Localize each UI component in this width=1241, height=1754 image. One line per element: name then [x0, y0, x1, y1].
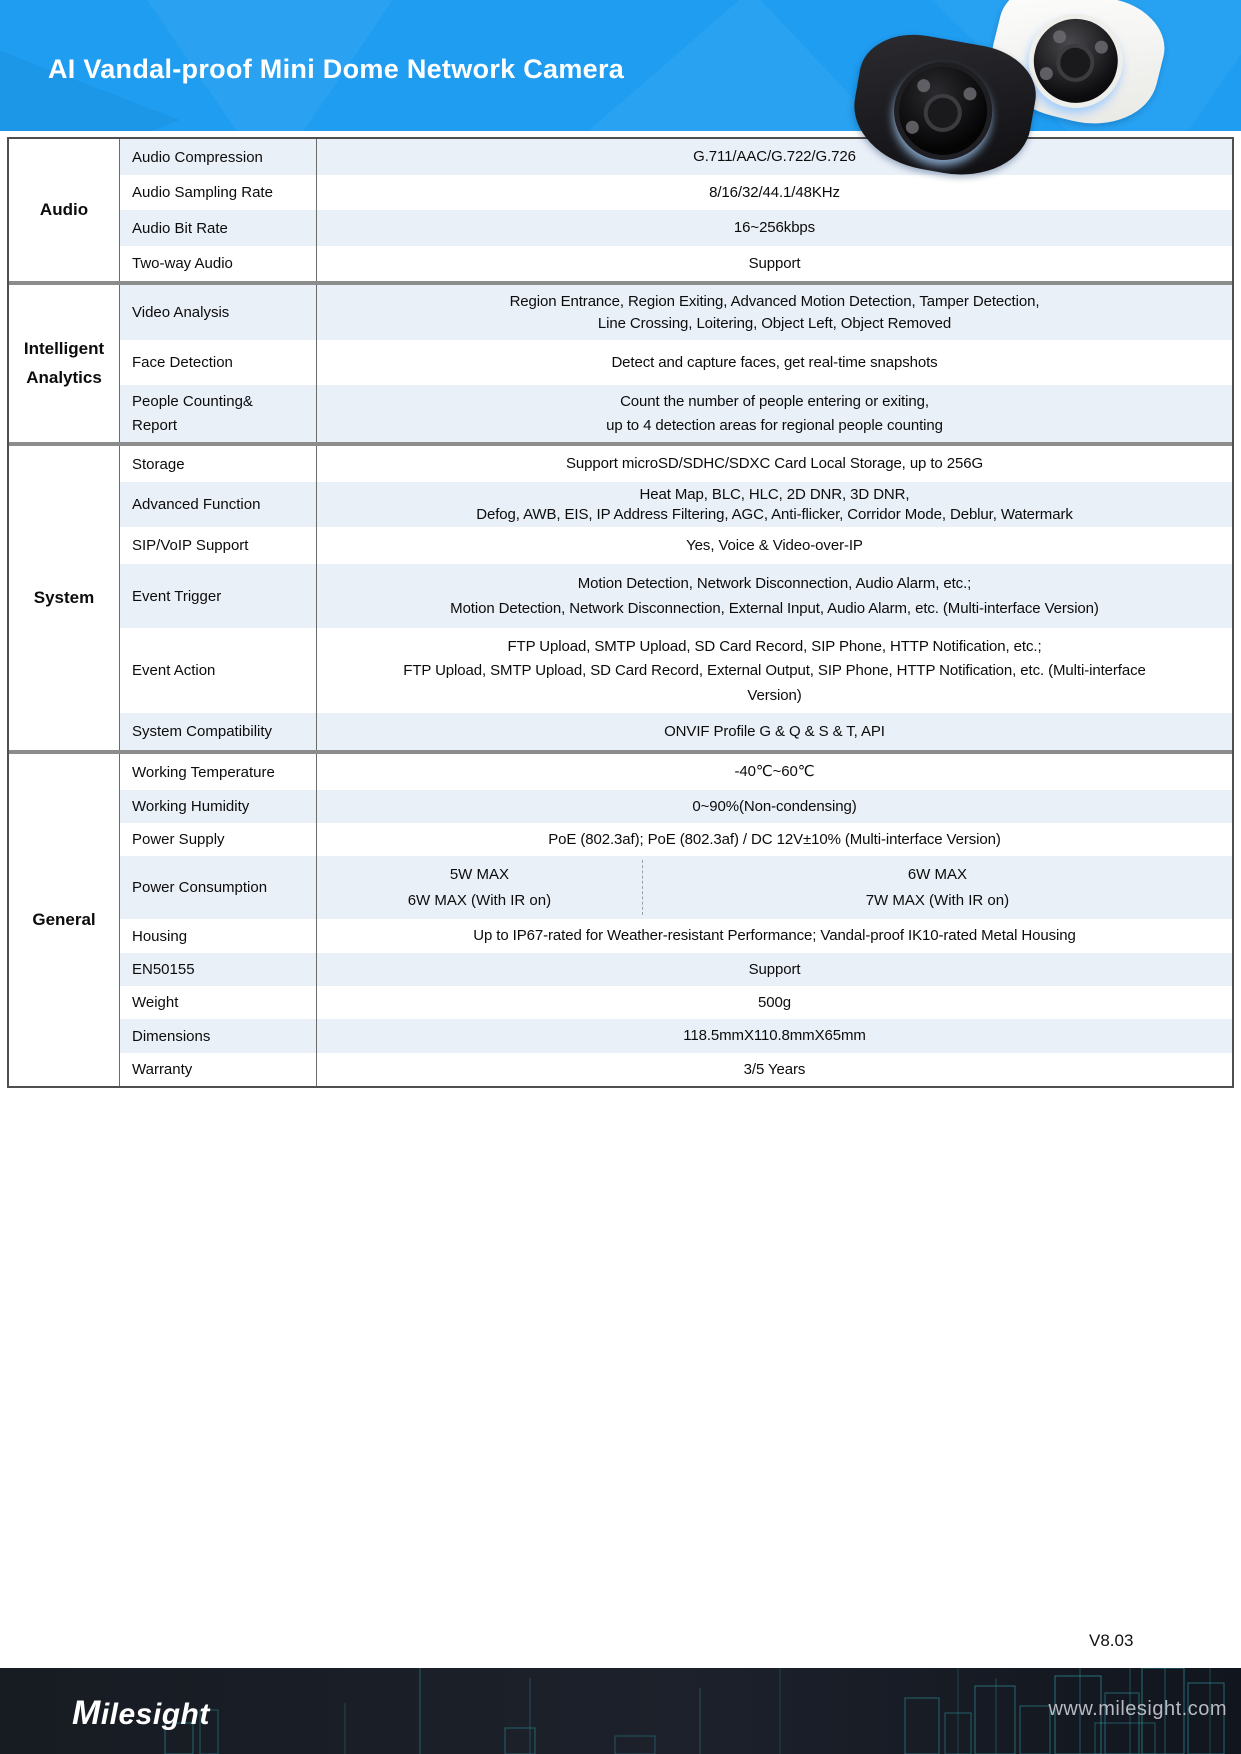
website-url: www.milesight.com: [1048, 1698, 1227, 1720]
table-row: [120, 385, 1232, 442]
spec-name: Audio Compression: [120, 139, 317, 175]
table-row: [120, 953, 1232, 986]
table-row: [120, 628, 1232, 713]
table-row: [120, 446, 1232, 482]
spec-name: Advanced Function: [120, 482, 317, 527]
ir-led: [1052, 29, 1068, 45]
spec-name: EN50155: [120, 953, 317, 986]
table-row: [120, 823, 1232, 856]
section-general: [9, 750, 1232, 1086]
spec-name: Weight: [120, 986, 317, 1019]
section-label: General: [9, 754, 120, 1086]
spec-name: Power Supply: [120, 823, 317, 856]
spec-value: Count the number of people entering or exiting, up to 4 detection areas for regional people counting: [606, 393, 943, 434]
spec-value: Up to IP67-rated for Weather-resistant Performance; Vandal-proof IK10-rated Metal Housing: [473, 927, 1076, 945]
spec-value: ONVIF Profile G & Q & S & T, API: [664, 722, 885, 740]
spec-value: -40℃~60℃: [734, 763, 815, 781]
table-row: [120, 754, 1232, 790]
page-title: AI Vandal-proof Mini Dome Network Camera: [48, 54, 625, 84]
camera-lens: [921, 91, 965, 135]
footer-bar: [0, 1668, 1241, 1754]
ir-led: [916, 78, 931, 93]
power-consumption-cell: [317, 856, 1232, 919]
spec-name: Two-way Audio: [120, 246, 317, 281]
table-row: [120, 919, 1232, 953]
product-photo-cameras: [849, 0, 1179, 165]
table-row: [120, 856, 1232, 919]
camera-lens: [1052, 40, 1098, 86]
spec-name: Housing: [120, 919, 317, 953]
spec-name: Event Trigger: [120, 564, 317, 628]
power-consumption-multi-interface: 6W MAX 7W MAX (With IR on): [865, 865, 1010, 910]
spec-table: [7, 137, 1234, 1088]
camera-dome: [886, 54, 1000, 168]
spec-value: FTP Upload, SMTP Upload, SD Card Record, SIP Phone, HTTP Notification, etc.; FTP Upload, SMTP Upload, SD Card Record, External Output, SIP Phone, HTTP Notification, etc. (Multi-interface Version): [403, 637, 1146, 704]
spec-name: Storage: [120, 446, 317, 482]
spec-name: Working Humidity: [120, 790, 317, 823]
spec-name: Power Consumption: [120, 856, 317, 919]
table-row: [120, 527, 1232, 564]
version-label: V8.03: [1089, 1631, 1134, 1650]
table-row: [120, 340, 1232, 385]
spec-value: 0~90%(Non-condensing): [692, 797, 857, 815]
spec-value: Heat Map, BLC, HLC, 2D DNR, 3D DNR, Defog, AWB, EIS, IP Address Filtering, AGC, Anti-flicker, Corridor Mode, Deblur, Watermark: [476, 486, 1073, 523]
spec-value: Motion Detection, Network Disconnection, Audio Alarm, etc.; Motion Detection, Network Disconnection, External Input, Audio Alarm, etc. (Multi-interface Version): [450, 574, 1099, 618]
spec-name: Event Action: [120, 628, 317, 713]
table-row: [120, 564, 1232, 628]
spec-name: Video Analysis: [120, 285, 317, 340]
spec-value: Detect and capture faces, get real-time snapshots: [611, 353, 938, 371]
spec-name: Audio Sampling Rate: [120, 175, 317, 210]
section-system: [9, 442, 1232, 750]
spec-name: Dimensions: [120, 1019, 317, 1053]
spec-name: Face Detection: [120, 340, 317, 385]
table-row: [120, 175, 1232, 210]
ir-led: [962, 87, 977, 102]
spec-name: Working Temperature: [120, 754, 317, 790]
table-row: [120, 790, 1232, 823]
spec-value: Support microSD/SDHC/SDXC Card Local Storage, up to 256G: [565, 455, 984, 473]
spec-value: 500g: [758, 993, 791, 1011]
section-label: System: [9, 446, 120, 750]
spec-name: Warranty: [120, 1053, 317, 1086]
spec-name: SIP/VoIP Support: [120, 527, 317, 564]
section-label: Intelligent Analytics: [9, 285, 120, 442]
spec-value: 8/16/32/44.1/48KHz: [709, 183, 840, 201]
table-row: [120, 210, 1232, 246]
milesight-logo: Milesight: [72, 1694, 210, 1732]
spec-value: G.711/AAC/G.722/G.726: [693, 148, 856, 166]
table-row: [120, 482, 1232, 527]
spec-name: Audio Bit Rate: [120, 210, 317, 246]
table-row: [120, 1053, 1232, 1086]
spec-name: System Compatibility: [120, 713, 317, 750]
spec-value: Yes, Voice & Video-over-IP: [686, 536, 863, 554]
spec-value: 3/5 Years: [743, 1060, 806, 1078]
table-row: [120, 285, 1232, 340]
spec-value: Support: [748, 254, 801, 272]
spec-value: Region Entrance, Region Exiting, Advanced Motion Detection, Tamper Detection, Line Crossing, Loitering, Object Left, Object Removed: [509, 292, 1040, 333]
section-label: Audio: [9, 139, 120, 281]
section-intelligent-analytics: [9, 281, 1232, 442]
spec-value: 118.5mmX110.8mmX65mm: [683, 1027, 866, 1045]
ir-led: [1093, 39, 1109, 55]
spec-value: 16~256kbps: [733, 219, 816, 237]
spec-value: Support: [748, 960, 801, 978]
table-row: [120, 986, 1232, 1019]
spec-name: People Counting& Report: [120, 385, 317, 442]
table-row: [120, 246, 1232, 281]
spec-value: PoE (802.3af); PoE (802.3af) / DC 12V±10% (Multi-interface Version): [548, 830, 1001, 848]
table-row: [120, 713, 1232, 750]
ir-led: [905, 120, 920, 135]
power-consumption-standard: 5W MAX 6W MAX (With IR on): [407, 865, 552, 910]
table-row: [120, 1019, 1232, 1053]
